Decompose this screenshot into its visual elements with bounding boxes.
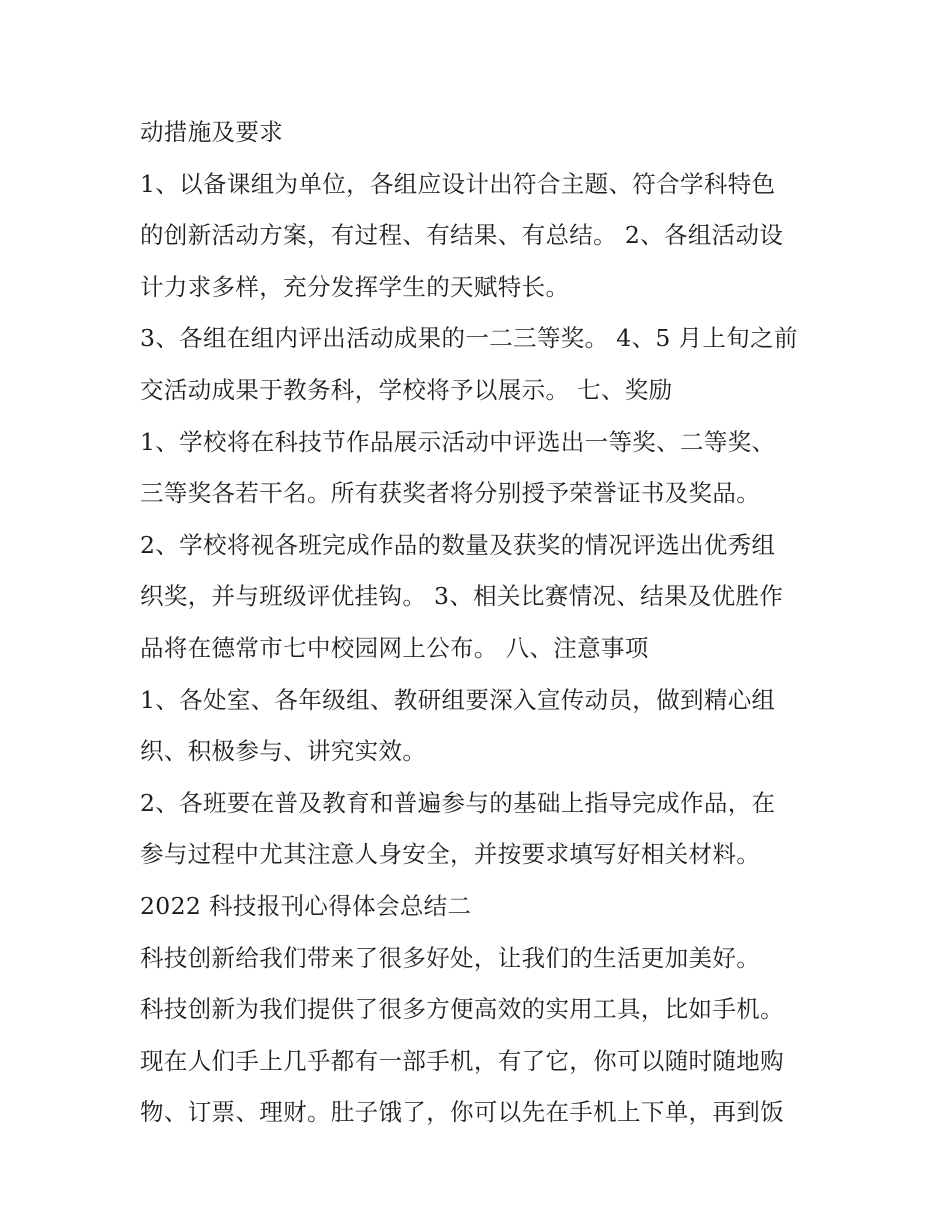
text-line: 科技创新为我们提供了很多方便高效的实用工具，比如手机。 (140, 995, 784, 1024)
text-line: 参与过程中尤其注意人身安全，并按要求填写好相关材料。 (140, 840, 761, 869)
text-line: 交活动成果于教务科，学校将予以展示。 七、奖励 (140, 375, 673, 404)
text-line: 科技创新给我们带来了很多好处，让我们的生活更加美好。 (140, 943, 761, 972)
text-line: 现在人们手上几乎都有一部手机，有了它，你可以随时随地购 (140, 1046, 784, 1075)
text-line: 品将在德常市七中校园网上公布。 八、注意事项 (140, 633, 649, 662)
section-title: 2022 科技报刊心得体会总结二 (140, 891, 472, 920)
text-line: 计力求多样，充分发挥学生的天赋特长。 (140, 272, 570, 301)
text-line: 的创新活动方案，有过程、有结果、有总结。 2、各组活动设 (140, 221, 784, 250)
text-line: 1、学校将在科技节作品展示活动中评选出一等奖、二等奖、 (140, 427, 776, 456)
text-line: 织奖，并与班级评优挂钩。 3、相关比赛情况、结果及优胜作 (140, 582, 784, 611)
text-line: 织、积极参与、讲究实效。 (140, 737, 427, 766)
text-line: 2、学校将视各班完成作品的数量及获奖的情况评选出优秀组 (140, 530, 776, 559)
text-line: 2、各班要在普及教育和普遍参与的基础上指导完成作品，在 (140, 788, 776, 817)
text-line: 动措施及要求 (140, 118, 284, 146)
document-body (140, 107, 820, 1139)
text-line: 1、各处室、各年级组、教研组要深入宣传动员，做到精心组 (140, 685, 776, 714)
text-line: 物、订票、理财。肚子饿了，你可以先在手机上下单，再到饭 (140, 1098, 784, 1127)
text-line: 1、以备课组为单位，各组应设计出符合主题、符合学科特色 (140, 169, 776, 198)
text-line: 三等奖各若干名。所有获奖者将分别授予荣誉证书及奖品。 (140, 479, 761, 508)
text-line: 3、各组在组内评出活动成果的一二三等奖。 4、5 月上旬之前 (140, 324, 798, 353)
